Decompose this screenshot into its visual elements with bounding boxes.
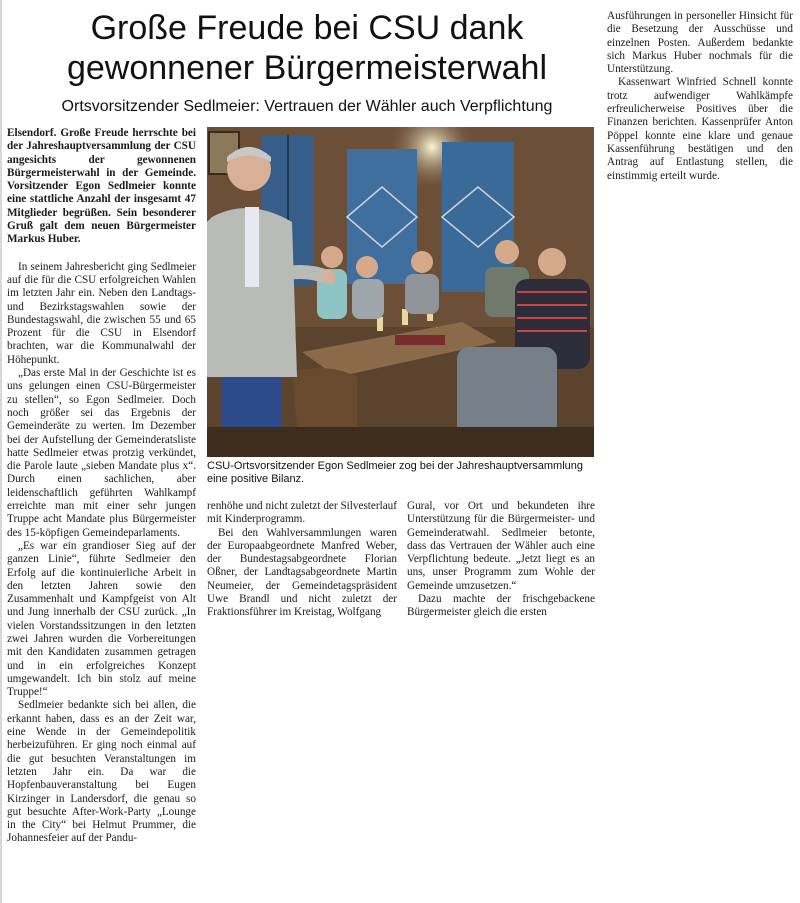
article-paragraph: Kassenwart Winfried Schnell konnte trotz aufwendiger Wahlkämpfe erfreulicherweise Positives über die Finanzen berichten. Kassenprüfer Anton Pöppel konnte eine klare und genaue Kassenführung bestätigen und den Antrag auf Entlastung stellen, die einstimmig erteilt wurde.: [607, 76, 793, 182]
photo-caption: CSU-Ortsvorsitzender Egon Sedlmeier zog bei der Jahreshauptversammlung eine positive Bilanz.: [207, 460, 584, 485]
article-paragraph: renhöhe und nicht zuletzt der Silvesterlauf mit Kinderprogramm.: [207, 500, 397, 526]
article-paragraph: Ausführungen in personeller Hinsicht für die Besetzung der Ausschüsse und einzelnen Posten. Außerdem bedankte sich Markus Huber nochmals für die Unterstützung.: [607, 10, 793, 76]
article-paragraph: „Das erste Mal in der Geschichte ist es uns gelungen einen CSU-Bürgermeister zu stellen“, so Egon Sedlmeier. Doch noch größer sei das Ergebnis der Gemeinderäte zu werten. Im Dezember bei der Aufstellung der Gemeinderatsliste hatte Sedlmeier etwas protzig verkündet, die Parole laute „sieben Mandate plus x“. Durch einen sachlichen, aber leidenschaftlich geführten Wahlkampf erreichte man mit einer sehr jungen Truppe acht Mandate plus Bürgermeister des 15-köpfigen Gemeindeparlaments.: [7, 367, 196, 539]
article-subheadline: Ortsvorsitzender Sedlmeier: Vertrauen der Wähler auch Verpflichtung: [61, 98, 553, 115]
article-column-1: [7, 127, 196, 846]
article-paragraph: Dazu machte der frischgebackene Bürgermeister gleich die ersten: [407, 593, 595, 619]
article-paragraph: Gural, vor Ort und bekundeten ihre Unterstützung für die Bürgermeister- und Gemeinderatwahl. Sedlmeier betonte, dass das Vertrauen der Wähler auch eine Verpflichtung bedeute. „Jetzt liegt es an uns, unser Programm zum Wohle der Gemeinde umzusetzen.“: [407, 500, 595, 592]
headline-line-2: gewonnener Bürgermeisterwahl: [66, 49, 548, 87]
article-paragraph: Sedlmeier bedankte sich bei allen, die erkannt haben, dass es an der Zeit war, eine Wende in der Gemeindepolitik herbeizuführen. Er ging noch einmal auf die gut besuchten Veranstaltungen im letzten Jahr ein. Da war die Hopfenbauveranstaltung bei Eugen Kirzinger in Landersdorf, die genau so gut besuchte After-Work-Party „Lounge in the City“ bei Helmut Prummer, die Johannesfeier auf der Pandu-: [7, 699, 196, 845]
meeting-photo-illustration: [207, 127, 594, 457]
article-photo: [207, 127, 594, 457]
article-lead-paragraph: Elsendorf. Große Freude herrschte bei der Jahreshauptversammlung der CSU angesichts der gewonnenen Bürgermeisterwahl in der Gemeinde. Vorsitzender Egon Sedlmeier konnte eine stattliche Anzahl der insgesamt 47 Mitglieder begrüßen. Sein besonderer Gruß galt dem neuen Bürgermeister Markus Huber.: [7, 127, 196, 246]
article-headline: [14, 8, 600, 88]
article-column-4: [607, 10, 793, 183]
article-column-2: [207, 500, 397, 620]
article-paragraph: „Es war ein grandioser Sieg auf der ganzen Linie“, führte Sedlmeier den Erfolg auf die kontinuierliche Arbeit in den letzten Jahren sowie den Zusammenhalt und Kampfgeist von Alt und Jung innerhalb der CSU zurück. „In vielen Vorstandssitzungen in den letzten zwei Jahren wurden die Vorbereitungen mit den Kandidaten zusammen getragen und in ein erfolgreiches Konzept umgewandelt. Ich bin stolz auf meine Truppe!“: [7, 539, 196, 699]
article-column-3: [407, 500, 595, 620]
headline-line-1: Große Freude bei CSU dank: [90, 9, 524, 47]
article-paragraph: In seinem Jahresbericht ging Sedlmeier auf die für die CSU erfolgreichen Wahlen im letzten Jahr ein. Neben den Landtags- und Bezirkstagswahlen sowie der Bundestagswahl, die zwischen 55 und 65 Prozent für die CSU in Elsendorf brachten, war die Kommunalwahl der Höhepunkt.: [7, 260, 196, 366]
article-paragraph: Bei den Wahlversammlungen waren der Europaabgeordnete Manfred Weber, der Bundestagsabgeordnete Florian Oßner, der Landtagsabgeordnete Martin Neumeier, der Gemeindetagspräsident Uwe Brandl und nicht zuletzt der Fraktionsführer im Kreistag, Wolfgang: [207, 526, 397, 619]
page-edge-rule: [0, 0, 2, 903]
